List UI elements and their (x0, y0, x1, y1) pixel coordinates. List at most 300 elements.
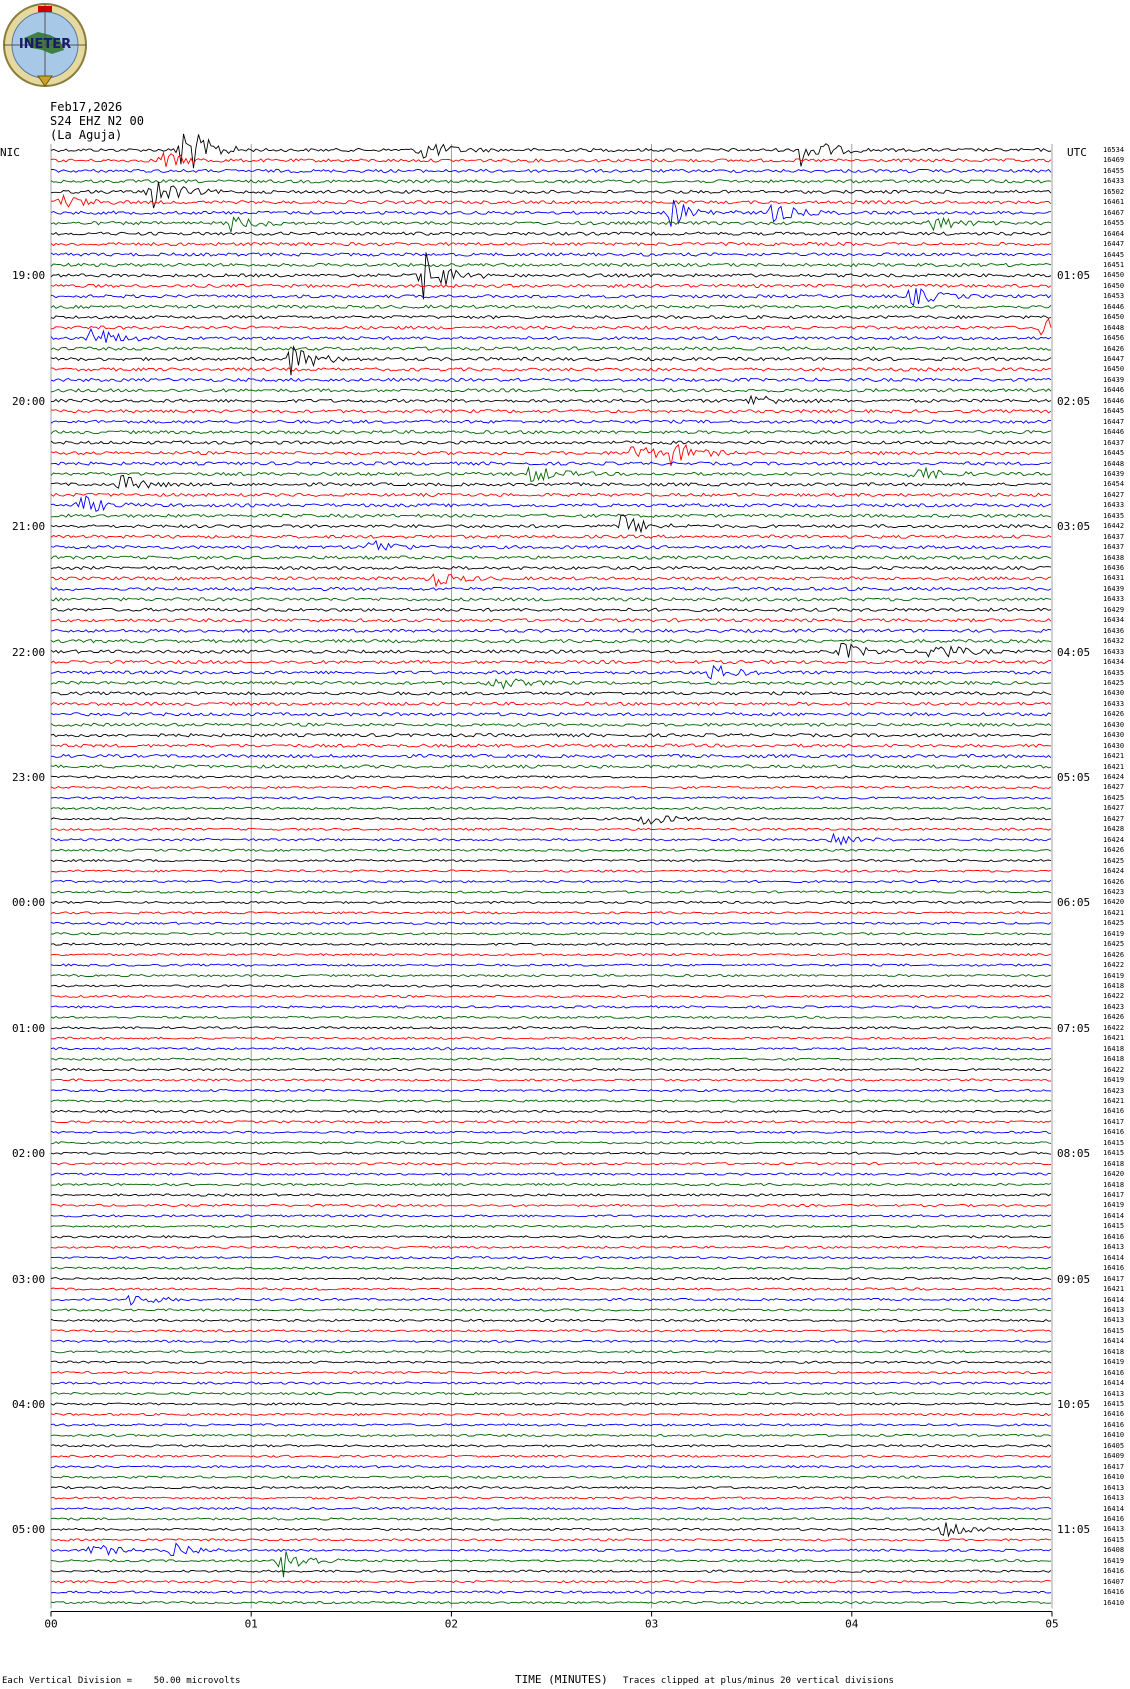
row-count-label: 16415 (1103, 1138, 1125, 1147)
right-hour-label: 07:05 (1057, 1021, 1091, 1035)
row-count-label: 16416 (1103, 1567, 1125, 1576)
row-count-label: 16407 (1103, 1577, 1125, 1586)
row-count-label: 16431 (1103, 574, 1125, 583)
trace-row (51, 1570, 1051, 1572)
row-count-label: 16448 (1103, 323, 1125, 332)
seismic-traces (51, 134, 1051, 1604)
row-count-label: 16447 (1103, 417, 1125, 426)
trace-row (51, 574, 1051, 586)
trace-row (51, 1403, 1051, 1405)
row-count-label: 16426 (1103, 877, 1125, 886)
row-count-label: 16408 (1103, 1546, 1125, 1555)
row-count-label: 16425 (1103, 793, 1125, 802)
trace-row (51, 378, 1051, 381)
trace-row (51, 619, 1051, 622)
trace-row (51, 666, 1051, 679)
trace-row (51, 1204, 1051, 1206)
trace-row (51, 1016, 1051, 1018)
trace-row (51, 410, 1051, 413)
trace-row (51, 1319, 1051, 1321)
row-count-label: 16428 (1103, 825, 1125, 834)
trace-row (51, 723, 1051, 726)
row-count-label: 16410 (1103, 1598, 1125, 1607)
trace-row (51, 870, 1051, 872)
trace-row (51, 713, 1051, 716)
row-count-label: 16534 (1103, 146, 1125, 154)
trace-row (51, 1225, 1051, 1227)
right-hour-label: 05:05 (1057, 771, 1091, 784)
row-count-label: 16413 (1103, 1483, 1125, 1492)
row-count-label: 16450 (1103, 281, 1125, 290)
trace-row (51, 396, 1051, 404)
row-count-label: 16419 (1103, 1201, 1125, 1210)
right-hour-label: 03:05 (1057, 520, 1091, 534)
trace-row (51, 441, 1051, 444)
row-count-label: 16425 (1103, 940, 1125, 949)
row-count-label: 16414 (1103, 1253, 1125, 1262)
trace-row (51, 786, 1051, 788)
left-hour-label: 02:00 (12, 1147, 46, 1161)
trace-row (51, 1100, 1051, 1102)
row-count-label: 16414 (1103, 1504, 1125, 1513)
row-count-label: 16416 (1103, 1128, 1125, 1137)
row-count-label: 16502 (1103, 187, 1125, 196)
row-count-label: 16427 (1103, 804, 1125, 813)
row-count-label: 16414 (1103, 1295, 1125, 1304)
trace-row (51, 776, 1051, 778)
trace-row (51, 1413, 1051, 1415)
row-count-label: 16434 (1103, 658, 1125, 667)
row-count-label: 16413 (1103, 1305, 1125, 1314)
trace-row (51, 964, 1051, 966)
row-count-label: 16415 (1103, 1400, 1125, 1408)
row-count-label: 16429 (1103, 605, 1125, 614)
row-count-label: 16421 (1103, 908, 1125, 917)
trace-row (51, 1497, 1051, 1499)
trace-row (51, 1602, 1051, 1604)
row-count-label: 16435 (1103, 511, 1125, 520)
row-count-label: 16424 (1103, 773, 1125, 781)
row-count-label: 16446 (1103, 386, 1125, 395)
clip-footer: Traces clipped at plus/minus 20 vertical divisions (623, 1676, 894, 1686)
trace-row (51, 1142, 1051, 1144)
row-count-label: 16413 (1103, 1316, 1125, 1325)
row-count-label: 16416 (1103, 1264, 1125, 1273)
location-label: (La Aguja) (50, 128, 123, 142)
trace-row (51, 692, 1051, 695)
row-count-label: 16416 (1103, 1368, 1125, 1377)
row-count-label: 16437 (1103, 438, 1125, 447)
row-count-label: 16422 (1103, 1023, 1125, 1032)
trace-row (51, 1131, 1051, 1133)
trace-row (51, 252, 1051, 299)
trace-row (51, 1246, 1051, 1248)
trace-row (51, 1006, 1051, 1008)
trace-row (51, 1330, 1051, 1332)
row-count-label: 16425 (1103, 678, 1125, 687)
trace-row (51, 1552, 1051, 1578)
trace-row (51, 169, 1051, 172)
row-count-label: 16416 (1103, 1588, 1125, 1597)
row-count-label: 16418 (1103, 1159, 1125, 1168)
row-count-label: 16450 (1103, 271, 1125, 280)
row-count-label: 16433 (1103, 647, 1125, 656)
trace-row (51, 1543, 1051, 1555)
trace-row (51, 755, 1051, 758)
row-count-label: 16421 (1103, 752, 1125, 761)
trace-row (51, 232, 1051, 235)
trace-row (51, 1309, 1051, 1311)
trace-row (51, 933, 1051, 935)
trace-row (51, 1507, 1051, 1509)
row-count-label: 16426 (1103, 950, 1125, 959)
row-count-label: 16446 (1103, 396, 1125, 405)
minute-gridlines (51, 144, 1052, 1609)
trace-row (51, 995, 1051, 997)
right-hour-label: 06:05 (1057, 896, 1091, 910)
row-count-label: 16418 (1103, 1044, 1125, 1053)
trace-row (51, 1163, 1051, 1165)
trace-row (51, 1372, 1051, 1374)
row-count-label: 16416 (1103, 1232, 1125, 1241)
trace-row (51, 922, 1051, 924)
trace-row (51, 1434, 1051, 1436)
trace-row (51, 1393, 1051, 1395)
x-tick-label-03: 03 (644, 1617, 659, 1631)
row-count-label: 16421 (1103, 1034, 1125, 1043)
row-count-label: 16467 (1103, 208, 1125, 217)
row-count-label: 16426 (1103, 846, 1125, 855)
trace-row (51, 1340, 1051, 1342)
row-count-label: 16445 (1103, 250, 1125, 259)
trace-row (51, 347, 1051, 376)
row-count-label: 16410 (1103, 1473, 1125, 1482)
trace-row (51, 880, 1051, 882)
row-count-label: 16416 (1103, 1107, 1125, 1116)
trace-row (51, 496, 1051, 511)
row-count-label: 16445 (1103, 407, 1125, 416)
trace-row (51, 744, 1051, 747)
left-hour-label: 01:00 (12, 1021, 46, 1035)
trace-row (51, 243, 1051, 246)
trace-row (51, 1382, 1051, 1384)
row-count-label: 16433 (1103, 501, 1125, 510)
row-count-label: 16416 (1103, 1420, 1125, 1429)
row-count-label: 16456 (1103, 334, 1125, 343)
row-count-label: 16438 (1103, 553, 1125, 562)
row-count-label: 16419 (1103, 971, 1125, 980)
row-count-label: 16405 (1103, 1441, 1125, 1450)
trace-row (51, 514, 1051, 517)
x-tick-label-05: 05 (1045, 1617, 1059, 1631)
left-hour-label: 03:00 (12, 1272, 46, 1286)
row-count-label: 16455 (1103, 166, 1125, 175)
row-count-label: 16427 (1103, 783, 1125, 792)
row-count-label: 16455 (1103, 219, 1125, 228)
row-count-label: 16427 (1103, 814, 1125, 823)
trace-row (51, 1215, 1051, 1217)
row-count-label: 16410 (1103, 1431, 1125, 1440)
row-count-label: 16414 (1103, 1211, 1125, 1220)
trace-row (51, 679, 1051, 688)
trace-row (51, 263, 1051, 266)
trace-row (51, 316, 1051, 319)
trace-row (51, 329, 1051, 343)
row-count-label: 16415 (1103, 1326, 1125, 1335)
trace-row (51, 535, 1051, 538)
row-count-label: 16446 (1103, 428, 1125, 437)
trace-row (51, 828, 1051, 830)
trace-row (51, 1037, 1051, 1039)
trace-row (51, 1296, 1051, 1305)
trace-row (51, 860, 1051, 862)
row-count-label: 16439 (1103, 375, 1125, 384)
trace-row (51, 587, 1051, 590)
right-hour-label: 01:05 (1057, 269, 1091, 283)
row-count-label: 16450 (1103, 313, 1125, 322)
x-tick-label-02: 02 (444, 1617, 459, 1631)
trace-row (51, 1487, 1051, 1489)
row-count-label: 16419 (1103, 1076, 1125, 1085)
left-hour-label: 23:00 (12, 771, 46, 784)
trace-row (51, 195, 1051, 207)
row-count-label: 16424 (1103, 835, 1125, 844)
trace-row (51, 608, 1051, 611)
row-count-label: 16469 (1103, 156, 1125, 165)
trace-row (51, 1027, 1051, 1029)
left-timezone-label: NIC (0, 146, 20, 159)
trace-row (51, 1518, 1051, 1520)
trace-row (51, 253, 1051, 256)
trace-row (51, 702, 1051, 705)
row-count-label: 16422 (1103, 992, 1125, 1001)
row-count-label: 16435 (1103, 668, 1125, 677)
row-count-label: 16414 (1103, 1379, 1125, 1388)
trace-row (51, 347, 1051, 350)
row-count-label: 16418 (1103, 1347, 1125, 1356)
left-hour-label: 04:00 (12, 1398, 46, 1411)
row-count-label: 16415 (1103, 1222, 1125, 1231)
row-count-label: 16417 (1103, 1117, 1125, 1126)
trace-row (51, 288, 1051, 305)
x-axis (44, 1612, 1058, 1631)
date-label: Feb17,2026 (50, 100, 123, 114)
row-count-label: 16454 (1103, 480, 1125, 489)
trace-row (51, 1110, 1051, 1112)
row-count-label: 16451 (1103, 260, 1125, 269)
row-count-label: 16413 (1103, 1494, 1125, 1503)
trace-row (51, 1278, 1051, 1280)
right-hour-label: 02:05 (1057, 394, 1091, 408)
trace-row (51, 1079, 1051, 1081)
trace-row (51, 541, 1051, 550)
row-count-label: 16422 (1103, 1065, 1125, 1074)
row-count-label: 16436 (1103, 626, 1125, 635)
x-tick-label-00: 00 (44, 1617, 58, 1631)
trace-row (51, 1058, 1051, 1060)
trace-row (51, 1424, 1051, 1426)
trace-row (51, 180, 1051, 183)
trace-row (51, 1048, 1051, 1050)
row-count-label: 16453 (1103, 292, 1125, 301)
row-count-label: 16419 (1103, 929, 1125, 938)
right-hour-label: 10:05 (1057, 1398, 1091, 1411)
trace-row (51, 319, 1051, 335)
row-count-label: 16420 (1103, 1170, 1125, 1179)
trace-row (51, 1267, 1051, 1269)
row-count-label: 16413 (1103, 1389, 1125, 1398)
right-hour-label: 08:05 (1057, 1147, 1091, 1161)
row-count-label: 16419 (1103, 1358, 1125, 1367)
trace-row (51, 816, 1051, 824)
trace-row (51, 661, 1051, 664)
trace-row (51, 1455, 1051, 1457)
trace-row (51, 901, 1051, 903)
row-count-label: 16417 (1103, 1462, 1125, 1471)
row-count-label: 16442 (1103, 522, 1125, 531)
station-label: S24 EHZ N2 00 (50, 114, 144, 128)
row-count-label: 16418 (1103, 1180, 1125, 1189)
row-count-label: 16437 (1103, 543, 1125, 552)
trace-row (51, 1522, 1051, 1536)
row-count-label: 16433 (1103, 699, 1125, 708)
row-count-label: 16450 (1103, 365, 1125, 374)
row-count-label: 16421 (1103, 1285, 1125, 1294)
trace-row (51, 834, 1051, 845)
right-timezone-label: UTC (1067, 146, 1087, 159)
row-count-label: 16434 (1103, 616, 1125, 625)
trace-row (51, 431, 1051, 434)
trace-row (51, 305, 1051, 308)
trace-row (51, 985, 1051, 987)
trace-row (51, 134, 1051, 168)
trace-row (51, 182, 1051, 208)
row-count-label: 16436 (1103, 564, 1125, 572)
trace-row (51, 954, 1051, 956)
left-hour-label: 21:00 (12, 520, 46, 534)
row-count-label: 16414 (1103, 1337, 1125, 1346)
row-count-label: 16432 (1103, 637, 1125, 646)
row-count-label: 16433 (1103, 595, 1125, 604)
row-count-label: 16423 (1103, 1002, 1125, 1011)
trace-row (51, 598, 1051, 601)
right-hour-label: 11:05 (1057, 1523, 1091, 1537)
trace-row (51, 1257, 1051, 1259)
row-count-label: 16445 (1103, 449, 1125, 458)
trace-row (51, 1194, 1051, 1196)
row-count-label: 16417 (1103, 1274, 1125, 1283)
row-count-label: 16423 (1103, 1086, 1125, 1095)
row-count-label: 16430 (1103, 720, 1125, 729)
trace-row (51, 1288, 1051, 1290)
trace-row (51, 640, 1051, 643)
trace-row (51, 468, 1051, 482)
row-count-label: 16430 (1103, 689, 1125, 698)
row-count-label: 16426 (1103, 710, 1125, 719)
trace-row (51, 556, 1051, 559)
row-count-label: 16424 (1103, 867, 1125, 876)
scale-footer: Each Vertical Division = 50.00 microvolts (2, 1676, 241, 1686)
row-count-label: 16425 (1103, 919, 1125, 928)
trace-row (51, 765, 1051, 768)
row-count-label: 16416 (1103, 1410, 1125, 1419)
row-count-label: 16420 (1103, 898, 1125, 907)
trace-row (51, 975, 1051, 977)
trace-row (51, 515, 1051, 532)
trace-row (51, 1236, 1051, 1238)
trace-row (51, 368, 1051, 371)
trace-row (51, 1361, 1051, 1363)
row-count-label: 16425 (1103, 856, 1125, 865)
trace-row (51, 1591, 1051, 1593)
trace-row (51, 1173, 1051, 1175)
left-hour-label: 20:00 (12, 394, 46, 408)
trace-row (51, 566, 1051, 569)
trace-row (51, 284, 1051, 287)
row-count-label: 16427 (1103, 490, 1125, 499)
row-count-label: 16464 (1103, 229, 1125, 238)
trace-row (51, 462, 1051, 465)
row-count-label: 16430 (1103, 731, 1125, 740)
row-count-label: 16422 (1103, 961, 1125, 970)
row-count-label: 16446 (1103, 302, 1125, 311)
row-count-label: 16447 (1103, 240, 1125, 249)
x-axis-title: TIME (MINUTES) (515, 1673, 608, 1686)
logo-text: INETER (18, 37, 72, 52)
trace-row (51, 943, 1051, 945)
row-count-label: 16409 (1103, 1452, 1125, 1461)
row-count-label: 16416 (1103, 1514, 1125, 1523)
row-count-label: 16413 (1103, 1525, 1125, 1534)
row-count-label: 16448 (1103, 459, 1125, 468)
left-hour-label: 19:00 (12, 269, 46, 283)
right-hour-label: 09:05 (1057, 1272, 1091, 1286)
row-count-label: 16426 (1103, 344, 1125, 353)
left-hour-label: 22:00 (12, 645, 46, 659)
trace-row (51, 734, 1051, 737)
row-count-label: 16439 (1103, 469, 1125, 478)
ineter-logo (2, 2, 88, 88)
trace-row (51, 389, 1051, 392)
row-count-label: 16437 (1103, 532, 1125, 541)
trace-row (51, 1351, 1051, 1353)
row-count-label: 16413 (1103, 1243, 1125, 1252)
row-count-label: 16461 (1103, 198, 1125, 207)
row-count-label: 16447 (1103, 355, 1125, 363)
trace-row (51, 1466, 1051, 1468)
row-count-label: 16426 (1103, 1013, 1125, 1022)
x-tick-label-04: 04 (845, 1617, 859, 1631)
left-hour-label: 05:00 (12, 1523, 46, 1537)
trace-row (51, 1445, 1051, 1447)
row-count-label: 16418 (1103, 982, 1125, 990)
trace-row (51, 1069, 1051, 1071)
trace-row (51, 797, 1051, 799)
left-hour-label: 00:00 (12, 896, 46, 910)
trace-row (51, 493, 1051, 496)
row-count-label: 16423 (1103, 887, 1125, 896)
trace-row (51, 912, 1051, 914)
trace-row (51, 217, 1051, 232)
row-count-label: 16421 (1103, 762, 1125, 771)
row-count-label: 16419 (1103, 1556, 1125, 1565)
right-hour-label: 04:05 (1057, 645, 1091, 659)
row-count-label: 16417 (1103, 1191, 1125, 1199)
row-count-label: 16415 (1103, 1535, 1125, 1544)
trace-row (51, 849, 1051, 851)
row-count-label: 16421 (1103, 1096, 1125, 1105)
trace-row (51, 1184, 1051, 1186)
